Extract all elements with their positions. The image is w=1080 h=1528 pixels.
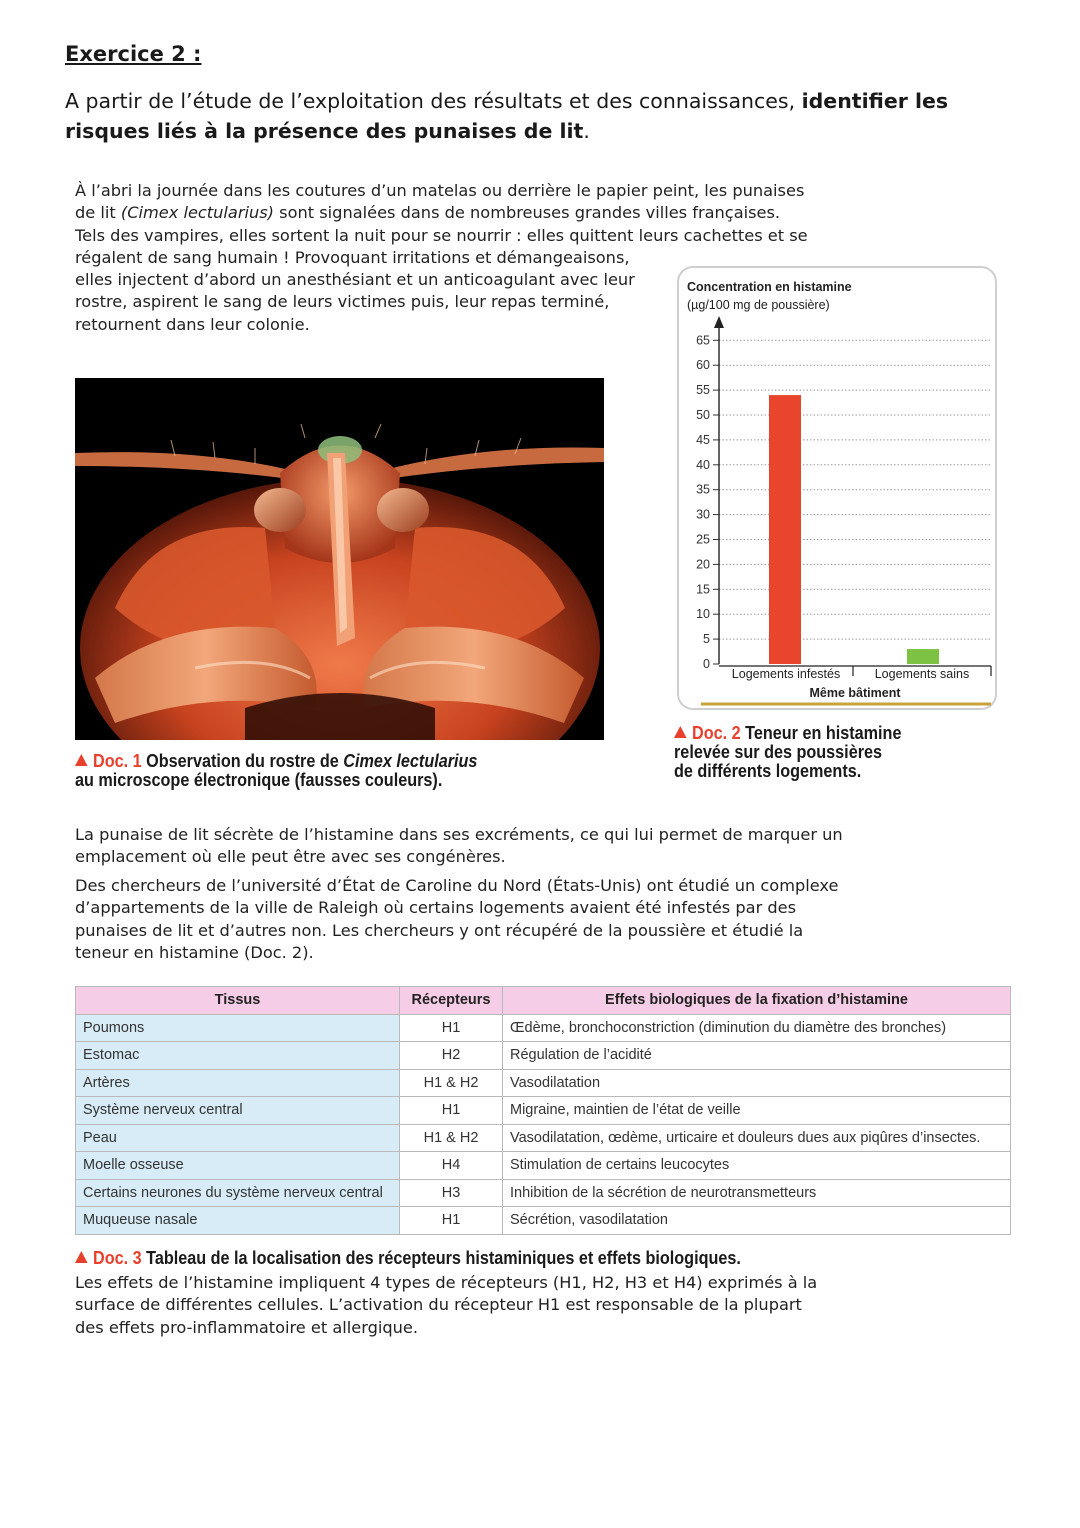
intro-species-name: (Cimex lectularius) (120, 203, 274, 223)
intro-paragraph (75, 180, 815, 269)
chart-svg (679, 268, 999, 712)
y-tick-label: 20 (696, 557, 710, 572)
tissue-cell: Estomac (76, 1042, 400, 1070)
tissue-cell: Muqueuse nasale (76, 1207, 400, 1235)
doc3-caption (75, 1249, 741, 1268)
tissue-cell: Moelle osseuse (76, 1152, 400, 1180)
bar-infested (769, 395, 801, 664)
doc1-caption-line2: au microscope électronique (fausses couleurs). (75, 770, 443, 790)
tissue-cell: Système nerveux central (76, 1097, 400, 1125)
y-tick-label: 30 (696, 507, 710, 522)
receptor-cell: H2 (400, 1042, 503, 1070)
x-category-label: Logements infestés (731, 667, 841, 681)
table-row (76, 1124, 1011, 1152)
table-row (76, 1179, 1011, 1207)
y-tick-label: 55 (696, 383, 710, 398)
instruction-plain: A partir de l’étude de l’exploitation des résultats et des connaissances, (65, 89, 802, 113)
histamine-chart (677, 266, 997, 710)
effect-cell: Vasodilatation (503, 1069, 1011, 1097)
triangle-icon (75, 1251, 88, 1263)
doc1-caption-line1 (75, 752, 477, 771)
doc2-caption (674, 724, 901, 781)
table-header-row (76, 987, 1011, 1015)
table-row (76, 1069, 1011, 1097)
receptor-cell: H3 (400, 1179, 503, 1207)
x-category-label: Logements sains (874, 667, 970, 681)
y-tick-label: 45 (696, 432, 710, 447)
y-tick-label: 25 (696, 532, 710, 547)
receptor-cell: H1 (400, 1207, 503, 1235)
y-tick-label: 15 (696, 582, 710, 597)
effect-cell: Régulation de l’acidité (503, 1042, 1011, 1070)
effect-cell: Œdème, bronchoconstriction (diminution du diamètre des bronches) (503, 1014, 1011, 1042)
header-tissues: Tissus (76, 987, 400, 1015)
effect-cell: Sécrétion, vasodilatation (503, 1207, 1011, 1235)
receptor-table-wrapper (75, 986, 1010, 1235)
doc2-caption-line3: de différents logements. (674, 761, 862, 781)
doc3-caption-text: Tableau de la localisation des récepteurs histaminiques et effets biologiques. (141, 1248, 741, 1268)
y-tick-label: 40 (696, 457, 710, 472)
tissue-cell: Peau (76, 1124, 400, 1152)
y-tick-label: 60 (696, 358, 710, 373)
doc3-explanation: Les effets de l’histamine impliquent 4 types de récepteurs (H1, H2, H3 et H4) exprimés à la surface de différentes cellules. L’activation du récepteur H1 est responsable de la plupart des effets pro-inflammatoire et allergique. (75, 1273, 818, 1337)
doc1-species-name: Cimex lectularius (343, 751, 478, 771)
receptor-cell: H1 (400, 1014, 503, 1042)
intro-paragraph-tail: elles injectent d’abord un anesthésiant et un anticoagulant avec leur rostre, aspirent le sang de leurs victimes puis, leur repas terminé, retournent dans leur colonie. (75, 270, 635, 334)
y-tick-label: 10 (696, 607, 710, 622)
header-effects: Effets biologiques de la fixation d’histamine (503, 987, 1011, 1015)
y-tick-label: 5 (703, 632, 710, 647)
table-row (76, 1042, 1011, 1070)
intro-text-a: À l’abri la journée dans les coutures d’un matelas ou derrière le papier peint, les punaises de lit (75, 181, 805, 223)
table-row (76, 1152, 1011, 1180)
chart-ylabel-line2: (µg/100 mg de poussière) (687, 298, 830, 312)
tissue-cell: Artères (76, 1069, 400, 1097)
instruction-bold: identifier les risques liés à la présence des punaises de lit (65, 89, 949, 143)
receptor-cell: H1 & H2 (400, 1069, 503, 1097)
bar-healthy (907, 649, 939, 664)
receptor-cell: H4 (400, 1152, 503, 1180)
receptor-cell: H1 & H2 (400, 1124, 503, 1152)
header-receptors: Récepteurs (400, 987, 503, 1015)
bedbug-microscope-photo (75, 378, 604, 740)
study-paragraph: Des chercheurs de l’université d’État de Caroline du Nord (États-Unis) ont étudié un complexe d’appartements de la ville de Raleigh où certains logements avaient été infestés par des punaises de lit et d’autres non. Les chercheurs y ont récupéré de la poussière et étudié la teneur en histamine (Doc. 2). (75, 876, 839, 962)
doc2-caption-line1 (674, 724, 901, 743)
effect-cell: Vasodilatation, œdème, urticaire et douleurs dues aux piqûres d’insectes. (503, 1124, 1011, 1152)
instruction-text (65, 86, 1025, 146)
receptor-cell: H1 (400, 1097, 503, 1125)
y-tick-label: 50 (696, 408, 710, 422)
doc1-label: Doc. 1 (93, 751, 142, 771)
instruction-end: . (583, 119, 590, 143)
table-row (76, 1207, 1011, 1235)
tissue-cell: Certains neurones du système nerveux central (76, 1179, 400, 1207)
doc3-label: Doc. 3 (93, 1248, 142, 1268)
effect-cell: Inhibition de la sécrétion de neurotransmetteurs (503, 1179, 1011, 1207)
histamine-paragraph: La punaise de lit sécrète de l’histamine dans ses excréments, ce qui lui permet de marquer un emplacement où elle peut être avec ses congénères. (75, 825, 843, 867)
exercise-title: Exercice 2 : (65, 42, 202, 66)
triangle-icon (674, 726, 687, 738)
table-row (76, 1014, 1011, 1042)
doc1-caption-a: Observation du rostre de (141, 751, 344, 771)
group-label: Même bâtiment (809, 686, 901, 700)
effect-cell: Migraine, maintien de l’état de veille (503, 1097, 1011, 1125)
chart-ylabel-line1: Concentration en histamine (687, 280, 852, 294)
y-tick-label: 35 (696, 482, 710, 497)
y-tick-label: 65 (696, 333, 710, 348)
y-tick-label: 0 (703, 657, 710, 671)
intro-text-b: sont signalées dans de nombreuses grandes villes françaises. Tels des vampires, elles sortent la nuit pour se nourrir : elles quittent leurs cachettes et se régalent de sang humain ! Provoquant irritations et démangeaisons, (75, 203, 808, 267)
doc2-caption-a: Teneur en histamine (740, 723, 902, 743)
table-row (76, 1097, 1011, 1125)
effect-cell: Stimulation de certains leucocytes (503, 1152, 1011, 1180)
doc2-label: Doc. 2 (692, 723, 741, 743)
triangle-icon (75, 754, 88, 766)
doc2-caption-line2: relevée sur des poussières (674, 742, 883, 762)
receptor-table (75, 986, 1011, 1235)
y-axis-arrow (714, 316, 724, 328)
doc1-caption (75, 752, 477, 790)
tissue-cell: Poumons (76, 1014, 400, 1042)
